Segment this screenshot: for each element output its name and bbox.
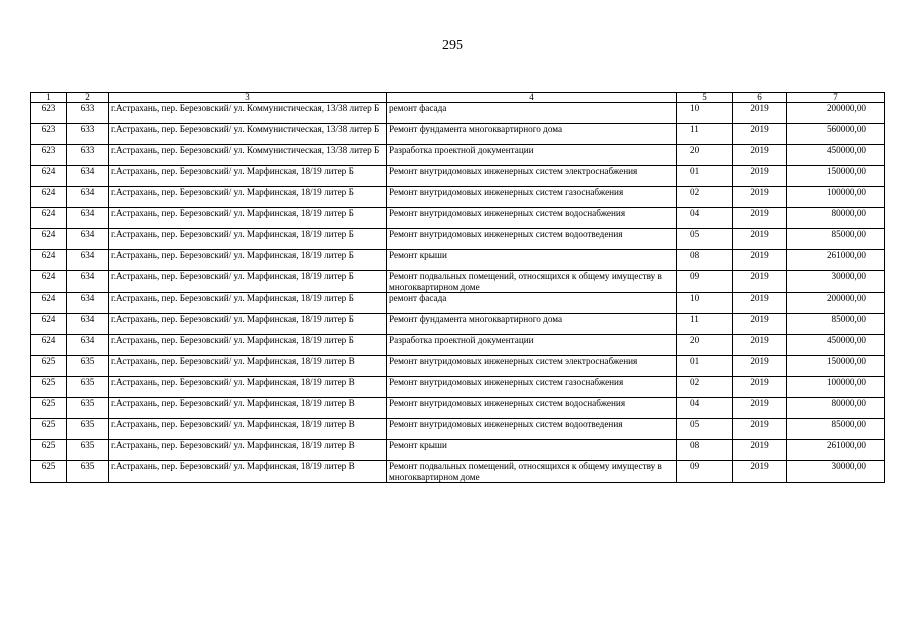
cell-cost: 150000,00 bbox=[787, 356, 885, 377]
cell-year: 2019 bbox=[733, 356, 787, 377]
cell-house-id: 633 bbox=[67, 124, 109, 145]
cell-cost: 261000,00 bbox=[787, 250, 885, 271]
cell-house-id: 633 bbox=[67, 103, 109, 124]
cell-address: г.Астрахань, пер. Березовский/ ул. Коммунистическая, 13/38 литер Б bbox=[109, 103, 387, 124]
table-row bbox=[31, 208, 885, 229]
cell-cost: 85000,00 bbox=[787, 229, 885, 250]
cell-row-number: 624 bbox=[31, 166, 67, 187]
cell-cost: 261000,00 bbox=[787, 440, 885, 461]
cell-work-code: 09 bbox=[677, 271, 733, 293]
cell-address: г.Астрахань, пер. Березовский/ ул. Марфинская, 18/19 литер В bbox=[109, 461, 387, 483]
cell-work-type: ремонт фасада bbox=[387, 293, 677, 314]
cell-work-code: 11 bbox=[677, 124, 733, 145]
table-row bbox=[31, 166, 885, 187]
cell-row-number: 625 bbox=[31, 356, 67, 377]
cell-cost: 150000,00 bbox=[787, 166, 885, 187]
cell-house-id: 633 bbox=[67, 145, 109, 166]
cell-cost: 85000,00 bbox=[787, 419, 885, 440]
cell-house-id: 634 bbox=[67, 314, 109, 335]
cell-house-id: 635 bbox=[67, 356, 109, 377]
cell-house-id: 634 bbox=[67, 229, 109, 250]
cell-year: 2019 bbox=[733, 187, 787, 208]
column-header-7: 7 bbox=[787, 93, 885, 103]
cell-house-id: 634 bbox=[67, 293, 109, 314]
cell-work-type: Ремонт подвальных помещений, относящихся к общему имуществу в многоквартирном доме bbox=[387, 271, 677, 293]
table-row bbox=[31, 124, 885, 145]
cell-work-code: 01 bbox=[677, 356, 733, 377]
column-header-5: 5 bbox=[677, 93, 733, 103]
cell-year: 2019 bbox=[733, 103, 787, 124]
cell-year: 2019 bbox=[733, 398, 787, 419]
column-header-4: 4 bbox=[387, 93, 677, 103]
cell-work-code: 05 bbox=[677, 229, 733, 250]
cell-work-code: 20 bbox=[677, 145, 733, 166]
cell-address: г.Астрахань, пер. Березовский/ ул. Марфинская, 18/19 литер В bbox=[109, 398, 387, 419]
table-row bbox=[31, 145, 885, 166]
cell-work-code: 20 bbox=[677, 335, 733, 356]
cell-house-id: 634 bbox=[67, 208, 109, 229]
cell-work-type: Ремонт фундамента многоквартирного дома bbox=[387, 124, 677, 145]
table-row bbox=[31, 103, 885, 124]
cell-row-number: 623 bbox=[31, 103, 67, 124]
cell-year: 2019 bbox=[733, 124, 787, 145]
cell-work-type: Ремонт внутридомовых инженерных систем водоснабжения bbox=[387, 208, 677, 229]
repair-registry-table bbox=[30, 92, 885, 483]
table-row bbox=[31, 250, 885, 271]
cell-row-number: 625 bbox=[31, 419, 67, 440]
cell-row-number: 625 bbox=[31, 461, 67, 483]
cell-address: г.Астрахань, пер. Березовский/ ул. Марфинская, 18/19 литер Б bbox=[109, 335, 387, 356]
cell-work-code: 11 bbox=[677, 314, 733, 335]
cell-work-type: Разработка проектной документации bbox=[387, 145, 677, 166]
cell-work-code: 10 bbox=[677, 103, 733, 124]
cell-row-number: 625 bbox=[31, 398, 67, 419]
cell-work-type: Ремонт подвальных помещений, относящихся к общему имуществу в многоквартирном доме bbox=[387, 461, 677, 483]
cell-cost: 85000,00 bbox=[787, 314, 885, 335]
cell-work-type: Ремонт внутридомовых инженерных систем электроснабжения bbox=[387, 166, 677, 187]
column-header-1: 1 bbox=[31, 93, 67, 103]
table-row bbox=[31, 187, 885, 208]
cell-address: г.Астрахань, пер. Березовский/ ул. Марфинская, 18/19 литер В bbox=[109, 419, 387, 440]
cell-year: 2019 bbox=[733, 229, 787, 250]
cell-work-type: Ремонт крыши bbox=[387, 250, 677, 271]
cell-address: г.Астрахань, пер. Березовский/ ул. Коммунистическая, 13/38 литер Б bbox=[109, 124, 387, 145]
cell-address: г.Астрахань, пер. Березовский/ ул. Коммунистическая, 13/38 литер Б bbox=[109, 145, 387, 166]
cell-address: г.Астрахань, пер. Березовский/ ул. Марфинская, 18/19 литер В bbox=[109, 356, 387, 377]
cell-year: 2019 bbox=[733, 314, 787, 335]
cell-house-id: 634 bbox=[67, 271, 109, 293]
cell-year: 2019 bbox=[733, 335, 787, 356]
cell-work-code: 02 bbox=[677, 377, 733, 398]
cell-work-type: Ремонт внутридомовых инженерных систем водоотведения bbox=[387, 229, 677, 250]
cell-address: г.Астрахань, пер. Березовский/ ул. Марфинская, 18/19 литер В bbox=[109, 377, 387, 398]
cell-work-type: Ремонт внутридомовых инженерных систем электроснабжения bbox=[387, 356, 677, 377]
table-row bbox=[31, 398, 885, 419]
cell-year: 2019 bbox=[733, 250, 787, 271]
cell-address: г.Астрахань, пер. Березовский/ ул. Марфинская, 18/19 литер Б bbox=[109, 208, 387, 229]
cell-work-code: 02 bbox=[677, 187, 733, 208]
cell-work-code: 04 bbox=[677, 208, 733, 229]
cell-row-number: 623 bbox=[31, 124, 67, 145]
cell-cost: 200000,00 bbox=[787, 103, 885, 124]
cell-cost: 30000,00 bbox=[787, 461, 885, 483]
table-row bbox=[31, 419, 885, 440]
page-number: 295 bbox=[442, 38, 463, 53]
cell-year: 2019 bbox=[733, 377, 787, 398]
cell-row-number: 624 bbox=[31, 187, 67, 208]
cell-address: г.Астрахань, пер. Березовский/ ул. Марфинская, 18/19 литер Б bbox=[109, 187, 387, 208]
cell-row-number: 624 bbox=[31, 208, 67, 229]
cell-cost: 450000,00 bbox=[787, 335, 885, 356]
cell-house-id: 634 bbox=[67, 250, 109, 271]
cell-work-code: 09 bbox=[677, 461, 733, 483]
cell-row-number: 624 bbox=[31, 271, 67, 293]
cell-year: 2019 bbox=[733, 271, 787, 293]
cell-house-id: 635 bbox=[67, 461, 109, 483]
cell-work-type: Ремонт внутридомовых инженерных систем газоснабжения bbox=[387, 187, 677, 208]
cell-work-type: ремонт фасада bbox=[387, 103, 677, 124]
cell-house-id: 635 bbox=[67, 440, 109, 461]
table-row bbox=[31, 356, 885, 377]
cell-work-code: 08 bbox=[677, 250, 733, 271]
table-body bbox=[31, 93, 885, 483]
cell-cost: 560000,00 bbox=[787, 124, 885, 145]
cell-row-number: 624 bbox=[31, 250, 67, 271]
table-header-row bbox=[31, 93, 885, 103]
table-row bbox=[31, 335, 885, 356]
column-header-3: 3 bbox=[109, 93, 387, 103]
cell-address: г.Астрахань, пер. Березовский/ ул. Марфинская, 18/19 литер Б bbox=[109, 250, 387, 271]
cell-work-type: Ремонт внутридомовых инженерных систем газоснабжения bbox=[387, 377, 677, 398]
cell-address: г.Астрахань, пер. Березовский/ ул. Марфинская, 18/19 литер Б bbox=[109, 314, 387, 335]
cell-house-id: 635 bbox=[67, 398, 109, 419]
cell-house-id: 635 bbox=[67, 419, 109, 440]
cell-work-type: Ремонт внутридомовых инженерных систем водоотведения bbox=[387, 419, 677, 440]
cell-cost: 80000,00 bbox=[787, 208, 885, 229]
cell-address: г.Астрахань, пер. Березовский/ ул. Марфинская, 18/19 литер Б bbox=[109, 271, 387, 293]
cell-year: 2019 bbox=[733, 440, 787, 461]
cell-work-code: 10 bbox=[677, 293, 733, 314]
table-row bbox=[31, 229, 885, 250]
cell-cost: 100000,00 bbox=[787, 377, 885, 398]
cell-row-number: 623 bbox=[31, 145, 67, 166]
cell-year: 2019 bbox=[733, 293, 787, 314]
cell-address: г.Астрахань, пер. Березовский/ ул. Марфинская, 18/19 литер Б bbox=[109, 293, 387, 314]
table-row bbox=[31, 314, 885, 335]
cell-year: 2019 bbox=[733, 419, 787, 440]
cell-address: г.Астрахань, пер. Березовский/ ул. Марфинская, 18/19 литер Б bbox=[109, 166, 387, 187]
cell-year: 2019 bbox=[733, 461, 787, 483]
cell-year: 2019 bbox=[733, 145, 787, 166]
cell-row-number: 625 bbox=[31, 440, 67, 461]
cell-year: 2019 bbox=[733, 166, 787, 187]
cell-house-id: 634 bbox=[67, 166, 109, 187]
column-header-6: 6 bbox=[733, 93, 787, 103]
table-row bbox=[31, 293, 885, 314]
cell-work-type: Ремонт крыши bbox=[387, 440, 677, 461]
cell-cost: 80000,00 bbox=[787, 398, 885, 419]
cell-work-code: 04 bbox=[677, 398, 733, 419]
cell-house-id: 634 bbox=[67, 335, 109, 356]
table-row bbox=[31, 461, 885, 483]
cell-address: г.Астрахань, пер. Березовский/ ул. Марфинская, 18/19 литер Б bbox=[109, 229, 387, 250]
cell-row-number: 625 bbox=[31, 377, 67, 398]
cell-year: 2019 bbox=[733, 208, 787, 229]
cell-work-type: Разработка проектной документации bbox=[387, 335, 677, 356]
cell-row-number: 624 bbox=[31, 229, 67, 250]
cell-cost: 450000,00 bbox=[787, 145, 885, 166]
table-row bbox=[31, 377, 885, 398]
cell-work-code: 01 bbox=[677, 166, 733, 187]
cell-work-type: Ремонт фундамента многоквартирного дома bbox=[387, 314, 677, 335]
cell-work-code: 05 bbox=[677, 419, 733, 440]
cell-house-id: 635 bbox=[67, 377, 109, 398]
cell-row-number: 624 bbox=[31, 335, 67, 356]
cell-cost: 30000,00 bbox=[787, 271, 885, 293]
cell-cost: 200000,00 bbox=[787, 293, 885, 314]
column-header-2: 2 bbox=[67, 93, 109, 103]
cell-address: г.Астрахань, пер. Березовский/ ул. Марфинская, 18/19 литер В bbox=[109, 440, 387, 461]
table-row bbox=[31, 271, 885, 293]
cell-row-number: 624 bbox=[31, 293, 67, 314]
cell-cost: 100000,00 bbox=[787, 187, 885, 208]
cell-work-type: Ремонт внутридомовых инженерных систем водоснабжения bbox=[387, 398, 677, 419]
cell-house-id: 634 bbox=[67, 187, 109, 208]
cell-work-code: 08 bbox=[677, 440, 733, 461]
table-row bbox=[31, 440, 885, 461]
cell-row-number: 624 bbox=[31, 314, 67, 335]
